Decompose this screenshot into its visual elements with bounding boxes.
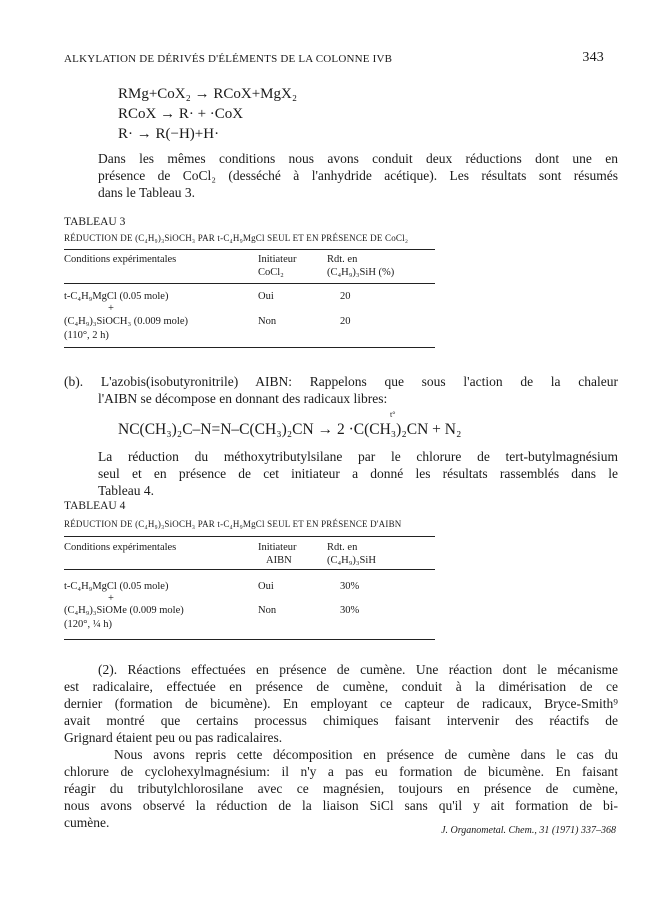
table4-header-initiator-l2: AIBN [266,555,292,566]
table4-header-initiator-l1: Initiateur [258,542,297,553]
section-2-line: Nous avons repris cette décomposition en présence de cumène dans le cas du [114,747,618,762]
section-2-line: chlorure de cyclohexylmagnésium: il n'y a pas eu formation de bicumène. En faisant [64,764,618,779]
table4-row3-conditions: (120°, ¼ h) [64,619,112,630]
paragraph-1-line: dans le Tableau 3. [98,185,196,200]
table3-row2-initiator: Non [258,316,277,327]
table3-header-initiator-l2: CoCl₂ [258,267,284,278]
table4-rule-top [64,536,435,537]
section-2-line: avait montré que certains processus chimiques faisant intervenir des réactifs de [64,713,618,728]
page-number: 343 [582,50,604,65]
table3-row2-yield: 20 [340,316,351,327]
table3-rule-bottom [64,347,435,348]
equation-3: R· → R(−H)+H· [118,126,220,142]
section-b-paragraph-line: Tableau 4. [98,483,155,498]
section-2-line: Grignard étaient peu ou pas radicalaires. [64,730,283,745]
table4-caption: RÉDUCTION DE (C₄H₉)₃SiOCH₃ PAR t-C₄H₉MgCl SEUL ET EN PRÉSENCE D'AIBN [64,519,402,529]
section-2-line: (2). Réactions effectuées en présence de cumène. Une réaction dont le mécanisme [98,662,618,677]
table4-header-yield-l1: Rdt. en [327,542,358,553]
table3-row3-conditions: (110°, 2 h) [64,330,109,341]
section-b-line-1: (b). L'azobis(isobutyronitrile) AIBN: Rappelons que sous l'action de la chaleur [64,374,618,389]
paragraph-1 [98,150,618,201]
section-b-line-2: l'AIBN se décompose en donnant des radicaux libres: [98,391,388,406]
table4-row2-conditions: (C₄H₉)₃SiOMe (0.009 mole) [64,605,184,616]
table3-header-yield-l2: (C₄H₉)₃SiH (%) [327,267,395,278]
table4-header-initiator [258,541,296,567]
table3-row1-conditions: t-C₄H₉MgCl (0.05 mole) [64,291,169,302]
table3-header-yield [327,253,394,279]
table3-row1-yield: 20 [340,291,351,302]
aibn-equation: NC(CH₃)₂C–N=N–C(CH₃)₂CN → 2 ·C(CH₃)₂CN + N₂ [118,421,462,438]
table4-row1-conditions: t-C₄H₉MgCl (0.05 mole) [64,581,169,592]
section-2-line: nous avons observé la réduction de la liaison SiCl sans qu'il y ait formation de bi- [64,798,618,813]
table4-row1-yield: 30% [340,581,360,592]
table4-row1-initiator: Oui [258,581,274,592]
paragraph-1-line: présence de CoCl₂ (desséché à l'anhydride acétique). Les résultats sont résumés [98,168,618,183]
equation-2: RCoX → R· + ·CoX [118,106,244,122]
table3-row2-conditions: (C₄H₉)₃SiOCH₃ (0.009 mole) [64,316,189,327]
section-2-line: réagir du tributylchlorosilane avec ce magnésien, toujours en présence de cumène, [64,781,618,796]
running-title: ALKYLATION DE DÉRIVÉS D'ÉLÉMENTS DE LA COLONNE IVB [64,53,393,65]
table3-row1-initiator: Oui [258,291,274,302]
section-b [64,373,618,407]
table3-rule-mid [64,283,435,284]
table4-row2-initiator: Non [258,605,277,616]
equation-1: RMg+CoX₂ → RCoX+MgX₂ [118,86,298,102]
section-2-line: cumène. [64,815,110,830]
table3-rule-top [64,249,435,250]
heat-mark: t° [390,410,396,419]
section-b-paragraph [98,448,618,499]
table3-header-yield-l1: Rdt. en [327,254,358,265]
section-b-paragraph-line: La réduction du méthoxytributylsilane par le chlorure de tert-butylmagnésium [98,449,618,464]
table4-header-conditions: Conditions expérimentales [64,542,177,553]
section-2-line: dernier (formation de bicumène). En employant ce capteur de radicaux, Bryce-Smith⁹ [64,696,618,711]
table3-header-initiator-l1: Initiateur [258,254,297,265]
table4-rule-bottom [64,639,435,640]
table4-plus: + [108,593,114,604]
table3-header-conditions: Conditions expérimentales [64,254,177,265]
table4-header-yield-l2: (C₄H₉)₃SiH [327,555,376,566]
paragraph-1-line: Dans les mêmes conditions nous avons conduit deux réductions dont une en [98,151,618,166]
table3-label: TABLEAU 3 [64,216,126,228]
table4-rule-mid [64,569,435,570]
table3-header-initiator [258,253,296,279]
section-2 [64,661,618,831]
table4-label: TABLEAU 4 [64,500,126,512]
table3-plus: + [108,303,114,314]
table4-row2-yield: 30% [340,605,360,616]
journal-footer: J. Organometal. Chem., 31 (1971) 337–368 [441,825,616,836]
section-b-paragraph-line: seul et en présence de cet initiateur a donné les résultats rassemblés dans le [98,466,618,481]
table4-header-yield [327,541,376,567]
table3-caption: RÉDUCTION DE (C₄H₉)₃SiOCH₃ PAR t-C₄H₉MgCl SEUL ET EN PRÉSENCE DE CoCl₂ [64,233,409,243]
section-2-line: est radicalaire, effectuée en présence de cumène, conduit à la dimérisation de ce [64,679,618,694]
